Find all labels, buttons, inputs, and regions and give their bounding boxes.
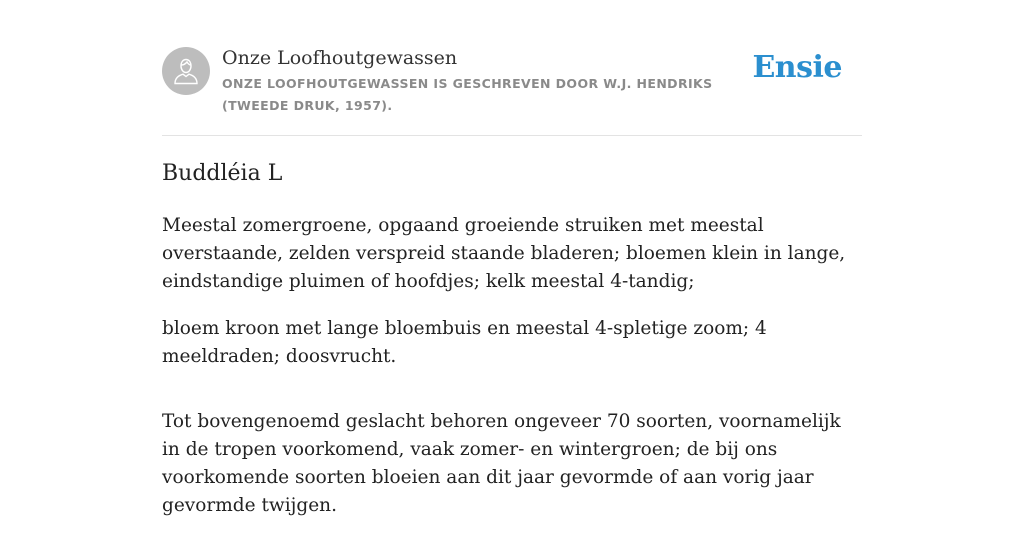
source-info bbox=[222, 44, 752, 117]
page-container bbox=[162, 0, 862, 516]
entry-title: Buddléia L bbox=[162, 161, 283, 186]
entry-body bbox=[162, 212, 862, 539]
avatar[interactable] bbox=[162, 47, 210, 95]
entry-paragraph: Tot bovengenoemd geslacht behoren ongeveer 70 soorten, voornamelijk in de tropen voorkomend, vaak zomer- en wintergroen; de bij ons voorkomende soorten bloeien aan dit jaar gevormde of aan vorig jaar gevormde twijgen. bbox=[162, 411, 841, 516]
ensie-logo[interactable]: Ensie bbox=[752, 50, 842, 85]
entry-paragraph: Meestal zomergroene, opgaand groeiende struiken met meestal overstaande, zelden verspreid staande bladeren; bloemen klein in lange, eindstandige pluimen of hoofdjes; kelk meestal 4-tandig; bbox=[162, 215, 846, 292]
entry-paragraph: bloem kroon met lange bloembuis en meestal 4-spletige zoom; 4 meeldraden; doosvrucht. bbox=[162, 318, 767, 367]
source-description: ONZE LOOFHOUTGEWASSEN IS GESCHREVEN DOOR W.J. HENDRIKS (TWEEDE DRUK, 1957). bbox=[222, 76, 713, 113]
user-icon bbox=[173, 57, 199, 85]
source-header bbox=[162, 0, 862, 136]
source-title[interactable]: Onze Loofhoutgewassen bbox=[222, 47, 458, 69]
